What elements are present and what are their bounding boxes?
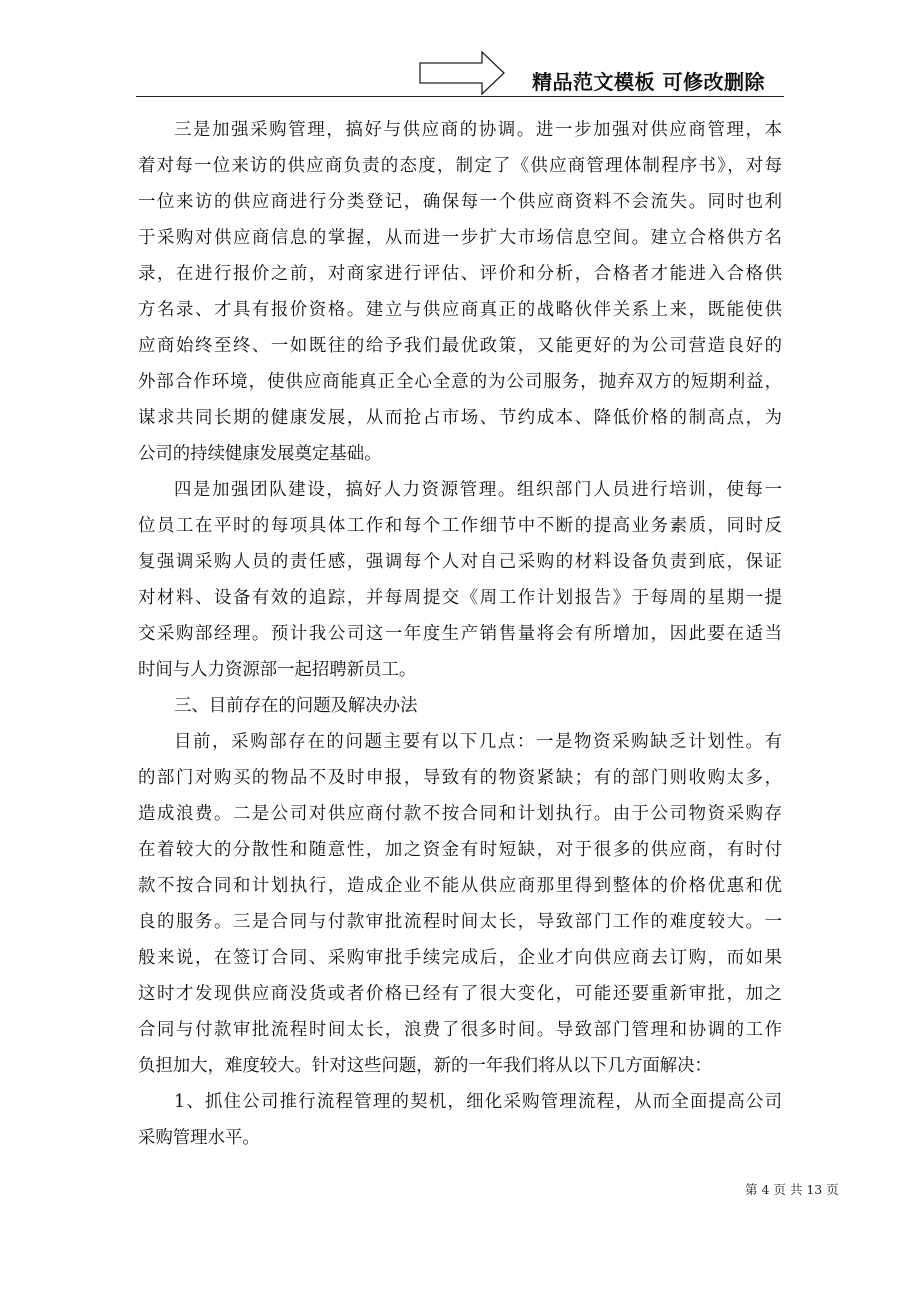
paragraph-line: 三是加强采购管理，搞好与供应商的协调。进一步加强对供应商管理，本 <box>174 120 782 140</box>
paragraph-line: 在着较大的分散性和随意性，加之资金有时短缺，对于很多的供应商，有时付 <box>138 840 782 860</box>
paragraph-line: 般来说，在签订合同、采购审批手续完成后，企业才向供应商去订购，而如果 <box>138 948 782 968</box>
paragraph-line: 1、抓住公司推行流程管理的契机，细化采购管理流程，从而全面提高公司 <box>174 1092 782 1112</box>
paragraph-line: 位员工在平时的每项具体工作和每个工作细节中不断的提高业务素质，同时反 <box>138 516 782 536</box>
paragraph-line: 负担加大，难度较大。针对这些问题，新的一年我们将从以下几方面解决： <box>138 1056 712 1076</box>
paragraph-line: 时间与人力资源部一起招聘新员工。 <box>138 660 417 680</box>
paragraph-line: 方名录、才具有报价资格。建立与供应商真正的战略伙伴关系上来，既能使供 <box>138 300 782 320</box>
page-header <box>0 0 920 100</box>
arrow-right-icon <box>418 50 506 96</box>
paragraph-line: 外部合作环境，使供应商能真正全心全意的为公司服务，抛弃双方的短期利益， <box>138 372 782 392</box>
paragraph-line: 四是加强团队建设，搞好人力资源管理。组织部门人员进行培训，使每一 <box>174 480 782 500</box>
paragraph-line: 复强调采购人员的责任感，强调每个人对自己采购的材料设备负责到底，保证 <box>138 552 782 572</box>
paragraph-line: 造成浪费。二是公司对供应商付款不按合同和计划执行。由于公司物资采购存 <box>138 804 782 824</box>
section-heading: 三、目前存在的问题及解决办法 <box>174 696 418 716</box>
paragraph-line: 公司的持续健康发展奠定基础。 <box>138 444 382 464</box>
paragraph-line: 对材料、设备有效的追踪，并每周提交《周工作计划报告》于每周的星期一提 <box>138 588 782 608</box>
paragraph-line: 录，在进行报价之前，对商家进行评估、评价和分析，合格者才能进入合格供 <box>138 264 782 284</box>
paragraph-line: 的部门对购买的物品不及时申报，导致有的物资紧缺；有的部门则收购太多， <box>138 768 782 788</box>
paragraph-line: 良的服务。三是合同与付款审批流程时间太长，导致部门工作的难度较大。一 <box>138 912 782 932</box>
paragraph-line: 谋求共同长期的健康发展，从而抢占市场、节约成本、降低价格的制高点，为 <box>138 408 782 428</box>
paragraph-line: 应商始终至终、一如既往的给予我们最优政策，又能更好的为公司营造良好的 <box>138 336 782 356</box>
header-title: 精品范文模板 可修改删除 <box>532 70 765 94</box>
paragraph-line: 交采购部经理。预计我公司这一年度生产销售量将会有所增加，因此要在适当 <box>138 624 782 644</box>
paragraph-line: 着对每一位来访的供应商负责的态度，制定了《供应商管理体制程序书》，对每 <box>138 156 782 176</box>
paragraph-line: 目前，采购部存在的问题主要有以下几点：一是物资采购缺乏计划性。有 <box>174 732 782 752</box>
paragraph-line: 采购管理水平。 <box>138 1128 260 1148</box>
paragraph-line: 于采购对供应商信息的掌握，从而进一步扩大市场信息空间。建立合格供方名 <box>138 228 782 248</box>
paragraph-line: 这时才发现供应商没货或者价格已经有了很大变化，可能还要重新审批，加之 <box>138 984 782 1004</box>
document-body <box>138 112 782 1156</box>
paragraph-line: 合同与付款审批流程时间太长，浪费了很多时间。导致部门管理和协调的工作 <box>138 1020 782 1040</box>
paragraph-line: 款不按合同和计划执行，造成企业不能从供应商那里得到整体的价格优惠和优 <box>138 876 782 896</box>
paragraph-line: 一位来访的供应商进行分类登记，确保每一个供应商资料不会流失。同时也利 <box>138 192 782 212</box>
header-divider <box>136 96 784 97</box>
page-number: 第 4 页 共 13 页 <box>745 1182 839 1197</box>
